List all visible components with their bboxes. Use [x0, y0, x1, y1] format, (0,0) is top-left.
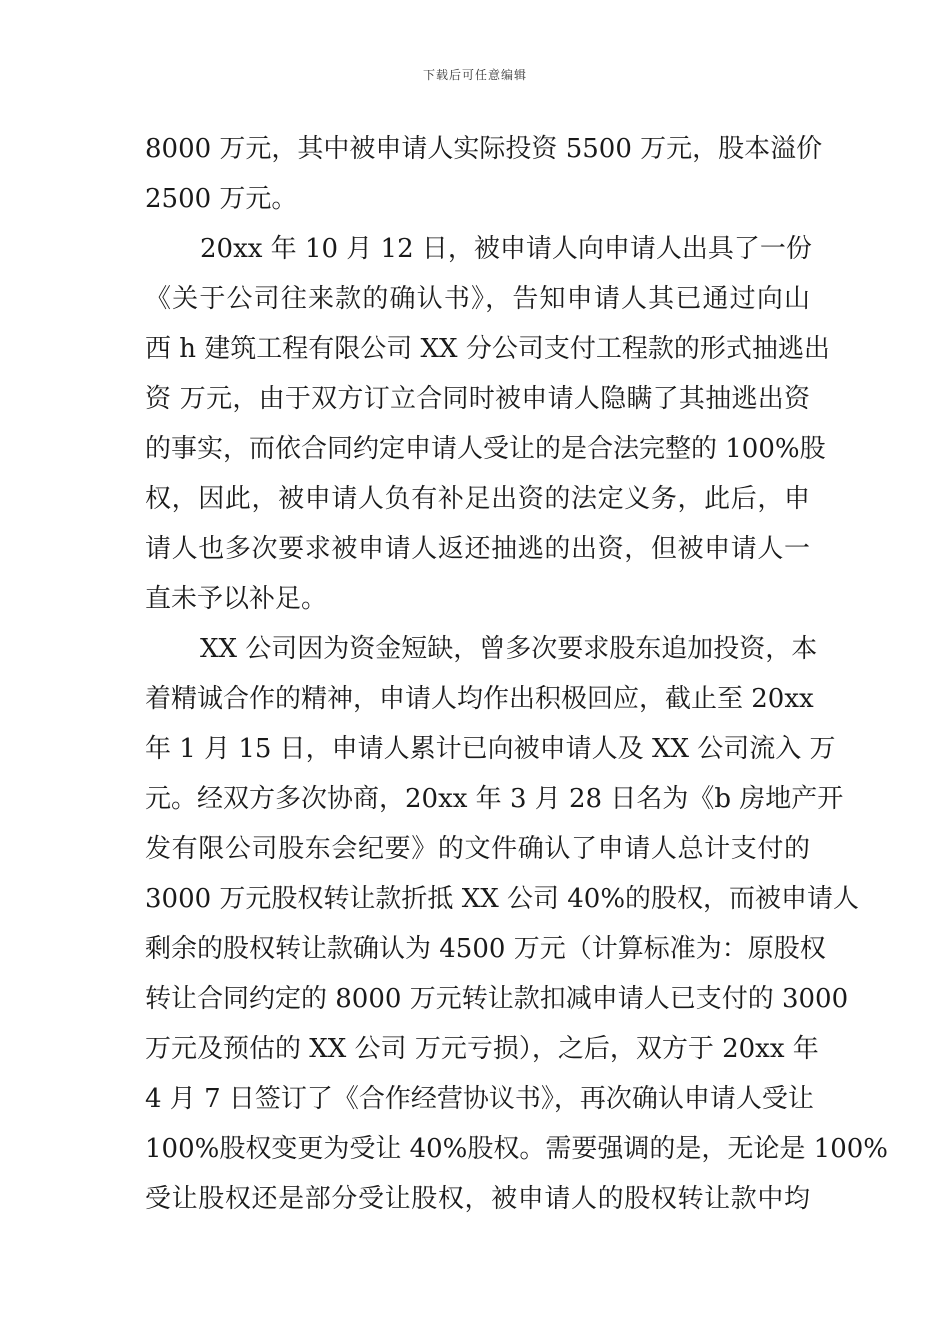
- paragraph-first-line: XX 公司因为资金短缺，曾多次要求股东追加投资，本: [200, 634, 818, 664]
- text-line: 资 万元，由于双方订立合同时被申请人隐瞒了其抽逃出资: [145, 384, 810, 414]
- text-line: 西 h 建筑工程有限公司 XX 分公司支付工程款的形式抽逃出: [145, 334, 830, 364]
- text-line: 请人也多次要求被申请人返还抽逃的出资，但被申请人一: [145, 534, 810, 564]
- text-line: 年 1 月 15 日，申请人累计已向被申请人及 XX 公司流入 万: [145, 734, 836, 764]
- text-line: 直未予以补足。: [145, 584, 328, 614]
- text-line: 《关于公司往来款的确认书》，告知申请人其已通过向山: [145, 284, 810, 314]
- text-line: 权，因此，被申请人负有补足出资的法定义务，此后，申: [145, 484, 810, 514]
- text-line: 剩余的股权转让款确认为 4500 万元（计算标准为：原股权: [145, 934, 826, 964]
- text-line: 4 月 7 日签订了《合作经营协议书》，再次确认申请人受让: [145, 1084, 814, 1114]
- paragraph-first-line: 20xx 年 10 月 12 日，被申请人向申请人出具了一份: [200, 234, 812, 264]
- text-line: 转让合同约定的 8000 万元转让款扣减申请人已支付的 3000: [145, 984, 849, 1014]
- text-line: 发有限公司股东会纪要》的文件确认了申请人总计支付的: [145, 834, 810, 864]
- text-line: 3000 万元股权转让款折抵 XX 公司 40%的股权，而被申请人: [145, 884, 860, 914]
- text-line: 着精诚合作的精神，申请人均作出积极回应，截止至 20xx: [145, 684, 814, 714]
- page-header: 下载后可任意编辑: [422, 68, 527, 82]
- text-line: 8000 万元，其中被申请人实际投资 5500 万元，股本溢价: [145, 134, 823, 164]
- text-line: 100%股权变更为受让 40%股权。需要强调的是，无论是 100%: [145, 1134, 888, 1164]
- text-line: 受让股权还是部分受让股权，被申请人的股权转让款中均: [145, 1184, 810, 1214]
- text-line: 的事实，而依合同约定申请人受让的是合法完整的 100%股: [145, 434, 826, 464]
- text-line: 万元及预估的 XX 公司 万元亏损），之后，双方于 20xx 年: [145, 1034, 819, 1064]
- text-line: 2500 万元。: [145, 184, 298, 214]
- text-line: 元。经双方多次协商，20xx 年 3 月 28 日名为《b 房地产开: [145, 784, 844, 814]
